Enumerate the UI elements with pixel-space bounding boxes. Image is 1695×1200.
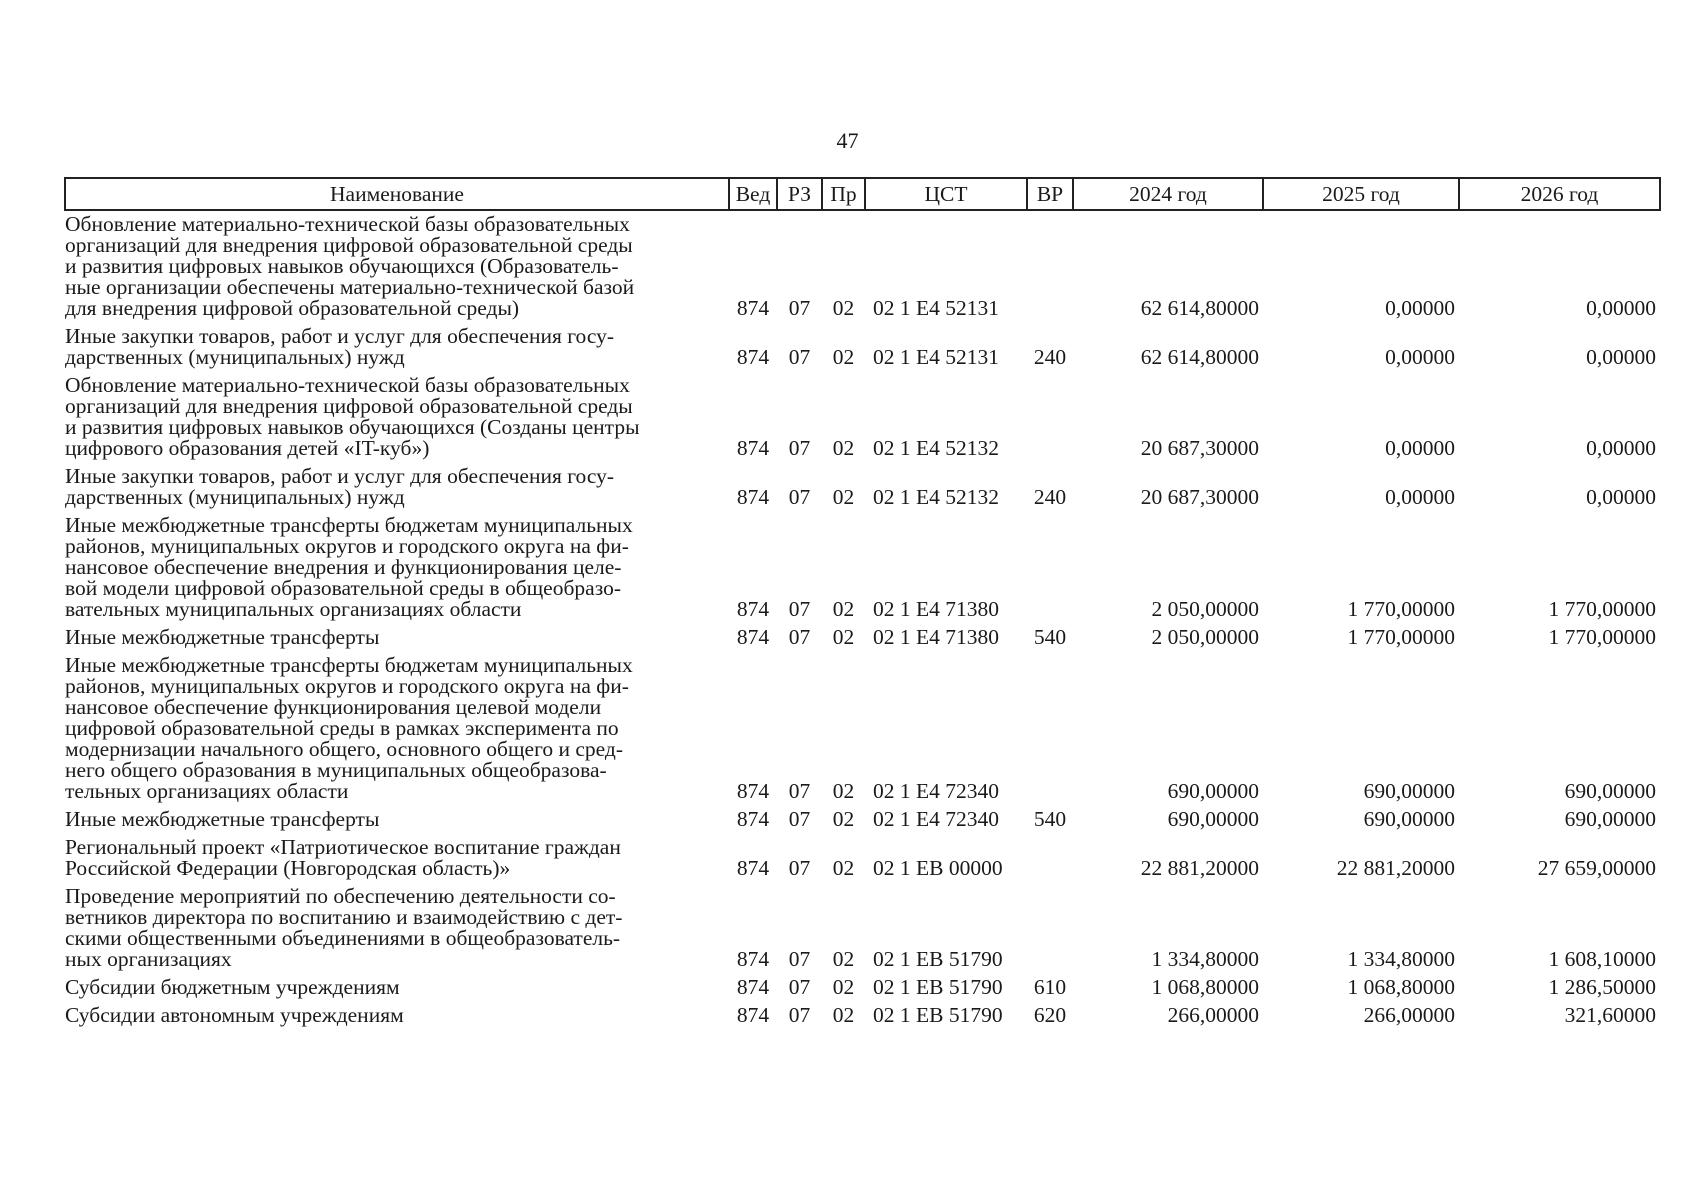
row-amount-2026: 1 770,00000 [1548,625,1656,649]
table-row [65,652,1660,806]
row-name: Иные закупки товаров, работ и услуг для обеспечения госу- дарственных (муниципальных) нужд [65,324,614,369]
row-amount-2024: 62 614,80000 [1140,345,1259,369]
row-ved: 874 [736,975,770,999]
row-amount-2025: 690,00000 [1363,807,1455,831]
row-rz: 07 [788,597,811,621]
row-cst: 02 1 E4 71380 [873,625,1000,649]
row-amount-2026: 321,60000 [1564,1003,1656,1027]
row-amount-2024: 690,00000 [1167,779,1259,803]
row-amount-2024: 20 687,30000 [1140,436,1259,460]
row-amount-2025: 0,00000 [1385,485,1455,509]
row-name: Обновление материально-технической базы образовательных организаций для внедрения цифровой образовательной среды и развития цифровых навыков обучающихся (Созданы центры цифрового образования детей «IT-куб») [65,373,640,460]
page-number: 47 [836,128,859,153]
row-cst: 02 1 E4 72340 [873,807,1000,831]
row-vr [1027,652,1073,806]
budget-table [64,177,1661,1030]
row-name: Иные межбюджетные трансферты бюджетам муниципальных районов, муниципальных округов и городского округа на фи- нансовое обеспечение внедрения и функционирования целе- вой модели цифровой образовательной среды в общеобразо- вательных муниципальных организациях области [65,513,633,621]
row-name: Субсидии автономным учреждениям [65,1003,404,1027]
row-rz: 07 [788,807,811,831]
header-2025: 2025 год [1263,178,1459,210]
row-pr: 02 [832,625,855,649]
row-cst: 02 1 EB 51790 [873,975,1003,999]
row-rz: 07 [788,1003,811,1027]
row-cst: 02 1 E4 72340 [873,779,1000,803]
row-vr [1027,834,1073,883]
row-amount-2024: 1 068,80000 [1151,975,1259,999]
header-2026: 2026 год [1459,178,1660,210]
row-amount-2026: 1 286,50000 [1548,975,1656,999]
table-header [65,178,1660,210]
row-amount-2026: 690,00000 [1564,807,1656,831]
row-amount-2025: 690,00000 [1363,779,1455,803]
row-pr: 02 [832,975,855,999]
row-amount-2024: 2 050,00000 [1151,625,1259,649]
row-vr: 610 [1033,975,1067,999]
row-ved: 874 [736,296,770,320]
row-name: Субсидии бюджетным учреждениям [65,975,400,999]
row-rz: 07 [788,947,811,971]
row-ved: 874 [736,436,770,460]
row-ved: 874 [736,856,770,880]
row-pr: 02 [832,436,855,460]
row-rz: 07 [788,436,811,460]
row-vr: 540 [1033,625,1067,649]
row-cst: 02 1 EB 51790 [873,1003,1003,1027]
row-name: Обновление материально-технической базы образовательных организаций для внедрения цифровой образовательной среды и развития цифровых навыков обучающихся (Образователь- ные организации обеспечены материально-технической базой для внедрения цифровой образовательной среды) [65,212,635,320]
row-ved: 874 [736,1003,770,1027]
table-row [65,1002,1660,1030]
row-rz: 07 [788,296,811,320]
row-rz: 07 [788,485,811,509]
row-name: Проведение мероприятий по обеспечению деятельности со- ветников директора по воспитанию и взаимодействию с дет- скими общественными объединениями в общеобразователь- ных организациях [65,884,623,971]
row-cst: 02 1 E4 52131 [873,296,1000,320]
row-amount-2026: 0,00000 [1586,485,1656,509]
row-name: Региональный проект «Патриотическое воспитание граждан Российской Федерации (Новгородская область)» [65,835,621,880]
row-amount-2026: 27 659,00000 [1537,856,1656,880]
row-cst: 02 1 E4 52131 [873,345,1000,369]
table-row [65,834,1660,883]
row-cst: 02 1 EB 00000 [873,856,1003,880]
row-amount-2024: 2 050,00000 [1151,597,1259,621]
table-row [65,323,1660,372]
table-row [65,974,1660,1002]
row-amount-2025: 266,00000 [1363,1003,1455,1027]
row-amount-2026: 690,00000 [1564,779,1656,803]
row-amount-2025: 22 881,20000 [1336,856,1455,880]
row-amount-2025: 0,00000 [1385,345,1455,369]
row-cst: 02 1 E4 52132 [873,485,1000,509]
row-rz: 07 [788,856,811,880]
row-amount-2026: 0,00000 [1586,296,1656,320]
table-row [65,463,1660,512]
row-name: Иные межбюджетные трансферты [65,807,380,831]
header-ved: Вед [729,178,777,210]
row-name: Иные межбюджетные трансферты бюджетам муниципальных районов, муниципальных округов и городского округа на фи- нансовое обеспечение функционирования целевой модели цифровой образовательной среды в рамках эксперимента по модернизации начального общего, основного общего и сред- него общего образования в муниципальных общеобразова- тельных организациях области [65,653,633,803]
row-pr: 02 [832,807,855,831]
table-row [65,806,1660,834]
row-vr: 620 [1033,1003,1067,1027]
table-row [65,372,1660,463]
row-ved: 874 [736,947,770,971]
row-amount-2025: 0,00000 [1385,436,1455,460]
row-cst: 02 1 E4 71380 [873,597,1000,621]
row-pr: 02 [832,485,855,509]
row-amount-2025: 1 068,80000 [1347,975,1455,999]
row-amount-2025: 1 770,00000 [1347,625,1455,649]
row-amount-2024: 20 687,30000 [1140,485,1259,509]
row-amount-2025: 0,00000 [1385,296,1455,320]
row-amount-2024: 266,00000 [1167,1003,1259,1027]
row-amount-2024: 22 881,20000 [1140,856,1259,880]
row-amount-2024: 62 614,80000 [1140,296,1259,320]
row-amount-2026: 0,00000 [1586,436,1656,460]
table-row [65,512,1660,624]
row-rz: 07 [788,779,811,803]
row-name: Иные закупки товаров, работ и услуг для обеспечения госу- дарственных (муниципальных) нужд [65,464,614,509]
row-amount-2025: 1 770,00000 [1347,597,1455,621]
row-name: Иные межбюджетные трансферты [65,625,380,649]
row-vr [1027,372,1073,463]
row-rz: 07 [788,625,811,649]
row-rz: 07 [788,345,811,369]
row-pr: 02 [832,856,855,880]
row-amount-2024: 1 334,80000 [1151,947,1259,971]
table-row [65,210,1660,323]
row-amount-2024: 690,00000 [1167,807,1259,831]
row-ved: 874 [736,485,770,509]
row-amount-2026: 1 770,00000 [1548,597,1656,621]
row-ved: 874 [736,807,770,831]
table-row [65,883,1660,974]
header-rz: РЗ [777,178,822,210]
row-rz: 07 [788,975,811,999]
row-pr: 02 [832,1003,855,1027]
header-cst: ЦСТ [865,178,1027,210]
row-amount-2026: 0,00000 [1586,345,1656,369]
row-pr: 02 [832,296,855,320]
table-body [65,210,1660,1030]
header-name: Наименование [65,178,729,210]
row-amount-2026: 1 608,10000 [1548,947,1656,971]
header-vr: ВР [1027,178,1073,210]
row-pr: 02 [832,597,855,621]
row-vr [1027,883,1073,974]
row-vr: 240 [1033,345,1067,369]
row-ved: 874 [736,597,770,621]
table-row [65,624,1660,652]
row-pr: 02 [832,779,855,803]
row-amount-2025: 1 334,80000 [1347,947,1455,971]
row-ved: 874 [736,779,770,803]
row-ved: 874 [736,625,770,649]
row-ved: 874 [736,345,770,369]
header-2024: 2024 год [1073,178,1263,210]
row-vr: 240 [1033,485,1067,509]
row-pr: 02 [832,345,855,369]
row-vr [1027,210,1073,323]
row-cst: 02 1 EB 51790 [873,947,1003,971]
row-vr [1027,512,1073,624]
row-pr: 02 [832,947,855,971]
row-cst: 02 1 E4 52132 [873,436,1000,460]
header-pr: Пр [822,178,865,210]
row-vr: 540 [1033,807,1067,831]
